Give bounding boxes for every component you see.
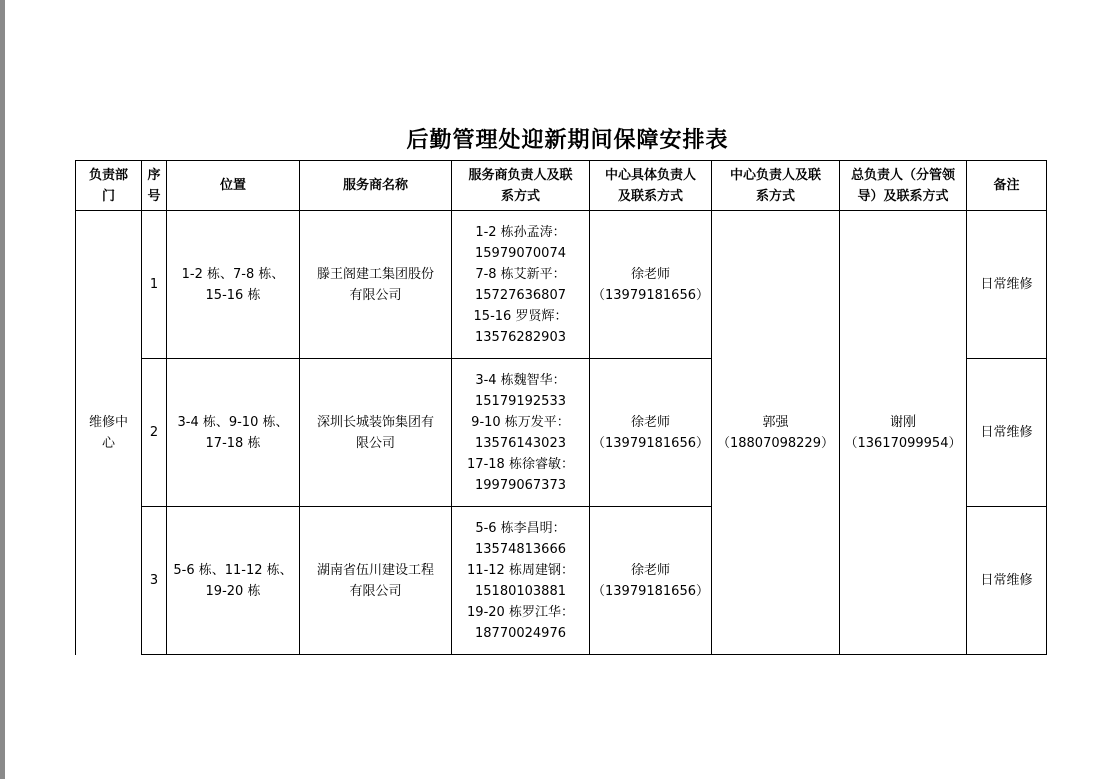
note-cell: 日常维修 [966,507,1046,655]
center-contact-cell: 徐老师 （13979181656） [590,507,712,655]
note-cell: 日常维修 [966,211,1046,359]
row-number: 1 [142,211,167,359]
header-department: 负责部 门 [76,161,142,211]
vendor-contact-cell: 1-2 栋孙孟涛： 15979070074 7-8 栋艾新平： 15727636807 15-16 罗贤辉： 13576282903 [452,211,590,359]
document-title: 后勤管理处迎新期间保障安排表 [406,127,729,153]
department-cell: 维修中 心 [76,211,142,655]
header-overall-head: 总负责人（分管领 导）及联系方式 [839,161,966,211]
vendor-contact-cell: 3-4 栋魏智华： 15179192533 9-10 栋万发平： 13576143023 17-18 栋徐睿敏： 19979067373 [452,359,590,507]
overall-head-cell: 谢刚 （13617099954） [839,211,966,655]
location-cell: 5-6 栋、11-12 栋、 19-20 栋 [167,507,300,655]
header-number: 序 号 [142,161,167,211]
location-cell: 1-2 栋、7-8 栋、 15-16 栋 [167,211,300,359]
vendor-cell: 深圳长城装饰集团有 限公司 [300,359,452,507]
center-head-cell: 郭强 （18807098229） [711,211,839,655]
vendor-cell: 滕王阁建工集团股份 有限公司 [300,211,452,359]
header-center-contact: 中心具体负责人 及联系方式 [590,161,712,211]
header-note: 备注 [966,161,1046,211]
table-row [76,211,1047,359]
location-cell: 3-4 栋、9-10 栋、 17-18 栋 [167,359,300,507]
page-edge-bar [0,0,5,779]
header-vendor: 服务商名称 [300,161,452,211]
header-vendor-contact: 服务商负责人及联 系方式 [452,161,590,211]
vendor-contact-cell: 5-6 栋李昌明： 13574813666 11-12 栋周建钢： 15180103881 19-20 栋罗江华： 18770024976 [452,507,590,655]
center-contact-cell: 徐老师 （13979181656） [590,359,712,507]
schedule-table [75,160,1047,655]
header-row [76,161,1047,211]
row-number: 2 [142,359,167,507]
vendor-cell: 湖南省伍川建设工程 有限公司 [300,507,452,655]
row-number: 3 [142,507,167,655]
center-contact-cell: 徐老师 （13979181656） [590,211,712,359]
header-center-head: 中心负责人及联 系方式 [711,161,839,211]
header-location: 位置 [167,161,300,211]
note-cell: 日常维修 [966,359,1046,507]
